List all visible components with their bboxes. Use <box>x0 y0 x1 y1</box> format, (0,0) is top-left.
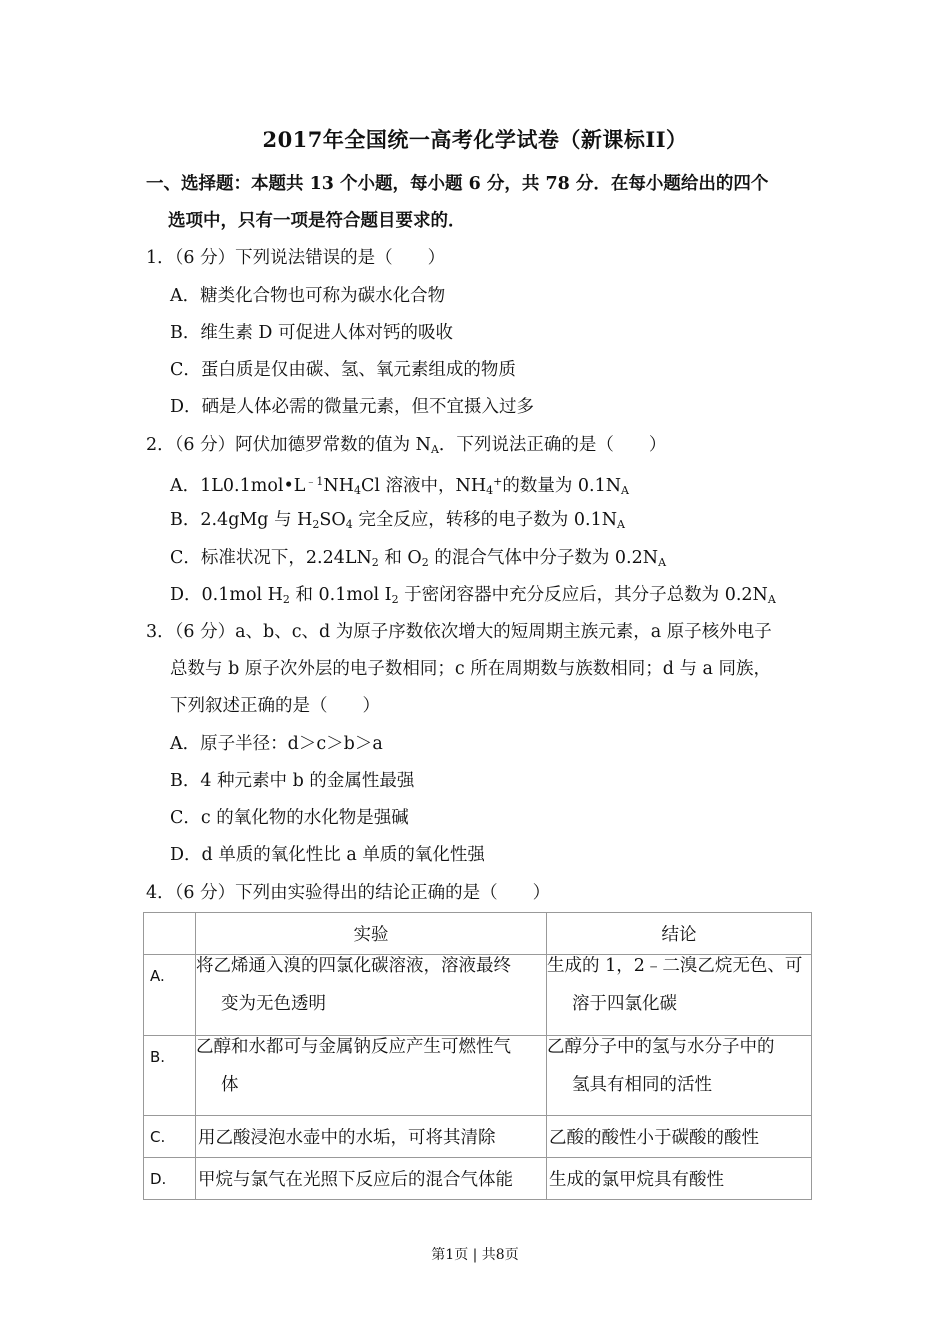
experiment-cell <box>196 1036 547 1116</box>
text: D．0.1mol H <box>170 585 283 605</box>
row-label: D. <box>144 1158 196 1200</box>
header-experiment: 实验 <box>196 913 547 955</box>
header-conclusion: 结论 <box>547 913 812 955</box>
subscript: A <box>617 518 625 531</box>
q2-option-b <box>170 508 625 537</box>
text: 完全反应，转移的电子数为 0.1N <box>352 510 618 530</box>
q3-stem-line-1: 3．（6 分）a、b、c、d 为原子序数依次增大的短周期主族元素，a 原子核外电子 <box>146 622 772 642</box>
conclusion-cell: 乙酸的酸性小于碳酸的酸性 <box>547 1116 812 1158</box>
text: 的数量为 0.1N <box>502 476 622 496</box>
text: A．1L0.1mol•L <box>170 476 306 496</box>
text: 和 O <box>378 548 422 568</box>
subscript: 2 <box>282 593 290 606</box>
subscript: 2 <box>371 556 379 569</box>
q3-option-b: B．4 种元素中 b 的金属性最强 <box>170 771 415 791</box>
q2-option-a <box>170 470 629 503</box>
conclusion-cell <box>547 955 812 1036</box>
subscript: A <box>767 593 776 606</box>
cell-line: 氢具有相同的活性 <box>572 1075 712 1095</box>
cell-line: 变为无色透明 <box>221 994 326 1014</box>
subscript: 2 <box>421 556 429 569</box>
cell-line: 乙醇分子中的氢与水分子中的 <box>547 1037 775 1057</box>
text: Cl 溶液中，NH <box>360 476 487 496</box>
q1-stem: 1．（6 分）下列说法错误的是（ ） <box>146 248 446 268</box>
cell-line: 溶于四氯化碳 <box>572 994 677 1014</box>
experiment-cell <box>196 955 547 1036</box>
subscript: 2 <box>312 518 320 531</box>
experiment-cell: 用乙酸浸泡水壶中的水垢，可将其清除 <box>196 1116 547 1158</box>
table-row <box>144 955 812 1036</box>
conclusion-cell: 生成的氯甲烷具有酸性 <box>547 1158 812 1200</box>
text: NH <box>323 476 354 496</box>
row-label: B. <box>144 1036 196 1116</box>
q2-option-c <box>170 546 666 575</box>
text: 于密闭容器中充分反应后，其分子总数为 0.2N <box>398 585 768 605</box>
subscript: A <box>621 484 629 497</box>
q1-option-a: A．糖类化合物也可称为碳水化合物 <box>170 286 446 306</box>
text: C．标准状况下，2.24LN <box>170 548 372 568</box>
conclusion-cell <box>547 1036 812 1116</box>
text: SO <box>319 510 346 530</box>
q1-option-d: D．硒是人体必需的微量元素，但不宜摄入过多 <box>170 397 535 417</box>
q2-stem-text: 2．（6 分）阿伏加德罗常数的值为 N <box>146 435 431 455</box>
q2-stem-text: ．下列说法正确的是（ ） <box>438 435 667 455</box>
q2-option-d <box>170 583 776 612</box>
q2-stem <box>146 433 666 462</box>
q4-table <box>143 912 812 1200</box>
text: 和 0.1mol I <box>289 585 392 605</box>
q3-option-c: C．c 的氧化物的水化物是强碱 <box>170 808 409 828</box>
q4-stem: 4．（6 分）下列由实验得出的结论正确的是（ ） <box>146 883 551 903</box>
subscript: A <box>430 443 439 456</box>
table-row <box>144 1116 812 1158</box>
cell-line: 将乙烯通入溴的四氯化碳溶液，溶液最终 <box>196 956 511 976</box>
subscript: 4 <box>486 484 494 497</box>
section-heading <box>146 166 826 240</box>
page-title: 2017年全国统一高考化学试卷（新课标II） <box>262 127 688 152</box>
section-line-1: 一、选择题：本题共 13 个小题，每小题 6 分，共 78 分．在每小题给出的四个 <box>146 174 769 194</box>
cell-line: 乙醇和水都可与金属钠反应产生可燃性气 <box>196 1037 511 1057</box>
q1-option-b: B．维生素 D 可促进人体对钙的吸收 <box>170 323 454 343</box>
q3-stem-line-2: 总数与 b 原子次外层的电子数相同；c 所在周期数与族数相同；d 与 a 同族， <box>170 659 772 679</box>
table-row <box>144 1158 812 1200</box>
subscript: A <box>658 556 667 569</box>
row-label: A. <box>144 955 196 1036</box>
header-label-cell <box>144 913 196 955</box>
section-line-2: 选项中，只有一项是符合题目要求的． <box>168 211 466 231</box>
q3-option-a: A．原子半径：d＞c＞b＞a <box>170 734 383 754</box>
text: 的混合气体中分子数为 0.2N <box>428 548 659 568</box>
superscript: + <box>493 475 503 488</box>
q3-stem-line-3: 下列叙述正确的是（ ） <box>170 696 380 716</box>
q1-option-c: C．蛋白质是仅由碳、氢、氧元素组成的物质 <box>170 360 516 380</box>
q3-option-d: D．d 单质的氧化性比 a 单质的氧化性强 <box>170 845 485 865</box>
subscript: 2 <box>391 593 399 606</box>
page-footer: 第1页 | 共8页 <box>431 1247 519 1263</box>
row-label: C. <box>144 1116 196 1158</box>
superscript: ﹣1 <box>305 475 324 488</box>
subscript: 4 <box>345 518 353 531</box>
text: B．2.4gMg 与 H <box>170 510 313 530</box>
subscript: 4 <box>353 484 361 497</box>
table-row <box>144 1036 812 1116</box>
experiment-cell: 甲烷与氯气在光照下反应后的混合气体能 <box>196 1158 547 1200</box>
cell-line: 体 <box>221 1075 239 1095</box>
cell-line: 生成的 1，2﹣二溴乙烷无色、可 <box>547 956 803 976</box>
